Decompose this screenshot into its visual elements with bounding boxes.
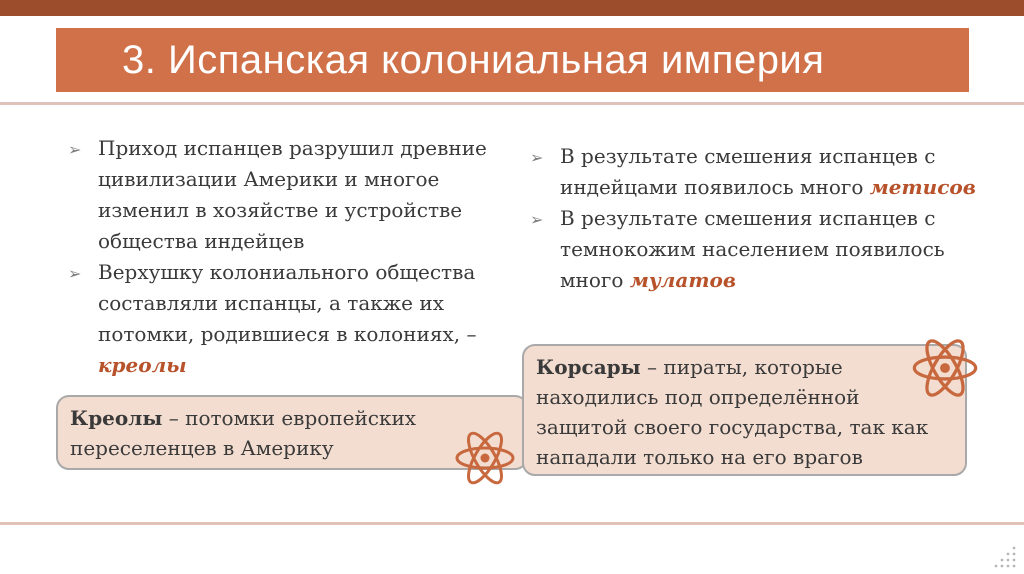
bullet-arrow-icon: ➢ — [530, 210, 544, 229]
definition-box-corsairs — [522, 344, 967, 476]
bottom-divider — [0, 522, 1024, 525]
bullet-item — [68, 257, 508, 381]
slide-title: 3. Испанская колониальная империя — [122, 37, 825, 82]
bullet-arrow-icon: ➢ — [68, 140, 82, 159]
atom-icon — [910, 333, 980, 403]
top-divider — [0, 102, 1024, 105]
bullet-text: Приход испанцев разрушил древние цивилизации Америки и многое изменил в хозяйстве и устройстве общества индейцев — [98, 136, 487, 253]
top-decor-bar — [0, 0, 1024, 16]
bullet-text: В результате смешения испанцев с темнокожим населением появилось много — [560, 206, 945, 292]
bullet-item — [530, 203, 980, 296]
definition-term: Корсары — [536, 355, 641, 379]
bullet-arrow-icon: ➢ — [530, 148, 544, 167]
atom-icon — [453, 426, 517, 490]
highlight-term: метисов — [869, 175, 976, 199]
bullet-item — [68, 133, 508, 257]
bullet-item — [530, 141, 980, 203]
right-bullet-list — [530, 141, 980, 296]
bullet-arrow-icon: ➢ — [68, 264, 82, 283]
left-bullet-list — [68, 133, 508, 381]
bullet-text-container — [560, 203, 980, 296]
corner-dots-decoration — [992, 544, 1018, 570]
bullet-text: В результате смешения испанцев с индейцами появилось много — [560, 144, 936, 199]
bullet-text-container — [560, 141, 980, 203]
highlight-term: мулатов — [629, 268, 737, 292]
title-banner — [56, 28, 969, 92]
definition-text: – пираты, которые находились под определённой защитой своего государства, так как нападали только на его врагов — [536, 355, 929, 469]
bullet-text-container — [98, 257, 508, 381]
definition-term: Креолы — [70, 406, 163, 430]
definition-text: – потомки европейских переселенцев в Америку — [70, 406, 417, 460]
highlight-term: креолы — [98, 353, 187, 377]
bullet-text: Верхушку колониального общества составляли испанцы, а также их потомки, родившиеся в колониях, – — [98, 260, 477, 346]
